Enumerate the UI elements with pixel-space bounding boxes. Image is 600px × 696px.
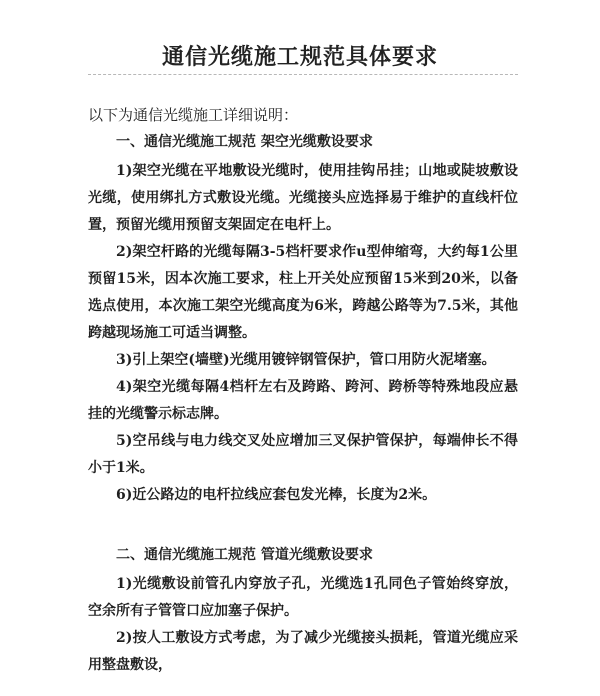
page-title: 通信光缆施工规范具体要求: [161, 44, 438, 70]
paragraph: 2)按人工敷设方式考虑，为了减少光缆接头损耗，管道光缆应采用整盘敷设，: [88, 630, 518, 673]
paragraph: 1)光缆敷设前管孔内穿放子孔，光缆选1孔同色子管始终穿放，空余所有子管管口应加塞子保护。: [88, 576, 518, 619]
title-divider: [88, 74, 518, 75]
document-body: [88, 124, 518, 679]
section-heading-aerial: 一、通信光缆施工规范 架空光缆敷设要求: [116, 134, 373, 150]
section-heading-duct: 二、通信光缆施工规范 管道光缆敷设要求: [116, 547, 373, 563]
intro-text: 以下为通信光缆施工详细说明：: [88, 106, 299, 124]
paragraph: 2)架空杆路的光缆每隔3-5档杆要求作u型伸缩弯，大约每1公里预留15米，因本次施工要求，柱上开关处应预留15米到20米，以备选点使用，本次施工架空光缆高度为6米，跨越公路等为7.5米，其他跨越现场施工可适当调整。: [88, 244, 518, 341]
paragraph: 6)近公路边的电杆拉线应套包发光棒，长度为2米。: [116, 487, 437, 503]
paragraph: 1)架空光缆在平地敷设光缆时，使用挂钩吊挂；山地或陡坡敷设光缆，使用绑扎方式敷设光缆。光缆接头应选择易于维护的直线杆位置，预留光缆用预留支架固定在电杆上。: [88, 163, 518, 233]
paragraph: 3)引上架空(墙壁)光缆用镀锌钢管保护，管口用防火泥堵塞。: [116, 352, 496, 368]
paragraph: 4)架空光缆每隔4档杆左右及跨路、跨河、跨桥等特殊地段应悬挂的光缆警示标志牌。: [88, 379, 518, 422]
paragraph: 5)空吊线与电力线交叉处应增加三叉保护管保护，每端伸长不得小于1米。: [88, 433, 518, 476]
